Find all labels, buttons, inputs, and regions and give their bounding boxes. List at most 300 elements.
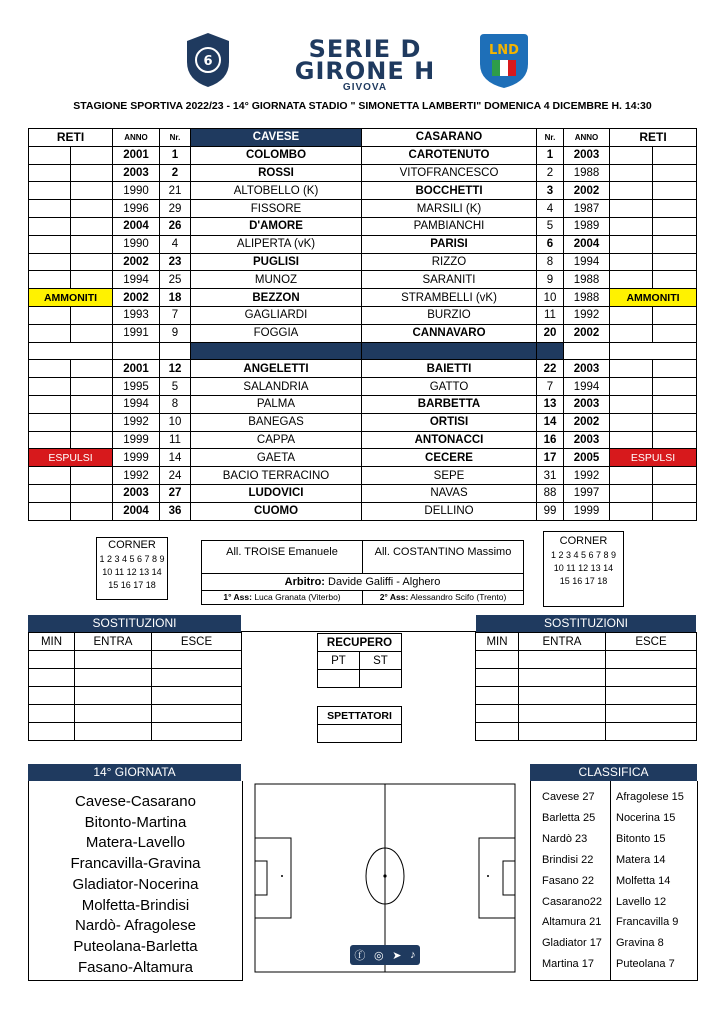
home-player-year: 1996: [113, 200, 160, 218]
home-player-number: 23: [160, 253, 191, 271]
corner-numbers-1: 1 2 3 4 5 6 7 8 9: [550, 550, 617, 560]
reti-cell: [610, 378, 653, 396]
reti-cell: [610, 431, 653, 449]
facebook-icon[interactable]: ⓕ: [354, 950, 366, 962]
corner-numbers-2: 10 11 12 13 14: [553, 563, 614, 573]
home-player-year: 2004: [113, 217, 160, 235]
sub-cell: [29, 687, 75, 705]
assistant-2-name: Alessandro Scifo (Trento): [410, 592, 507, 602]
away-player-year: 1987: [564, 200, 610, 218]
away-player-number: 14: [537, 413, 564, 431]
entra-header: ENTRA: [519, 633, 606, 651]
away-player-number: 5: [537, 217, 564, 235]
reti-cell: [29, 235, 71, 253]
home-player-name: BACIO TERRACINO: [191, 467, 362, 485]
player-row: [29, 271, 697, 289]
reti-cell: [610, 413, 653, 431]
home-player-name: CUOMO: [191, 502, 362, 520]
player-row: [29, 217, 697, 235]
officials-box: [201, 540, 524, 605]
home-player-year: 1994: [113, 395, 160, 413]
reti-cell: [653, 217, 697, 235]
home-team-name: CAVESE: [191, 129, 362, 147]
lineup-header-row: [29, 129, 697, 147]
reti-cell: [653, 164, 697, 182]
standing-item: Fasano 22: [542, 874, 594, 887]
standing-item: Casarano22: [542, 895, 602, 908]
title-line-2: GIRONE H: [294, 57, 436, 85]
tiktok-icon[interactable]: ♪: [410, 949, 416, 961]
away-corner-box: [543, 531, 624, 607]
away-player-year: 2002: [564, 324, 610, 342]
instagram-icon[interactable]: ◎: [373, 949, 384, 962]
match-item: Fasano-Altamura: [77, 958, 194, 976]
home-player-number: 4: [160, 235, 191, 253]
classifica-divider: [610, 781, 611, 980]
ammoniti-label: AMMONITI: [29, 289, 113, 307]
reti-cell: [610, 467, 653, 485]
away-player-year: 2003: [564, 360, 610, 378]
home-player-number: 21: [160, 182, 191, 200]
reti-cell: [610, 200, 653, 218]
home-player-year: 1992: [113, 467, 160, 485]
referee-label: Arbitro:: [284, 576, 325, 588]
sub-cell: [519, 705, 606, 723]
standing-item: Altamura 21: [542, 916, 602, 929]
reti-cell: [71, 164, 113, 182]
away-player-name: PARISI: [362, 235, 537, 253]
away-player-number: 17: [537, 449, 564, 467]
corner-label: CORNER: [559, 535, 608, 547]
sub-cell: [75, 687, 152, 705]
reti-cell: [29, 306, 71, 324]
match-item: Francavilla-Gravina: [70, 855, 201, 873]
away-coach: All. COSTANTINO Massimo: [363, 541, 523, 574]
away-player-number: 8: [537, 253, 564, 271]
esce-header: ESCE: [606, 633, 697, 651]
player-row: [29, 395, 697, 413]
standing-item: Cavese 27: [542, 791, 595, 803]
sep-cell: [29, 342, 113, 360]
home-player-name: GAGLIARDI: [191, 306, 362, 324]
home-player-name: CAPPA: [191, 431, 362, 449]
corner-numbers-3: 15 16 17 18: [559, 576, 608, 586]
standing-item: Lavello 12: [616, 895, 667, 908]
home-player-number: 36: [160, 502, 191, 520]
reti-cell: [29, 502, 71, 520]
home-player-name: GAETA: [191, 449, 362, 467]
reti-cell: [29, 395, 71, 413]
home-player-number: 18: [160, 289, 191, 307]
social-icons: [350, 945, 420, 965]
reti-cell: [71, 235, 113, 253]
player-row: [29, 467, 697, 485]
away-player-number: 2: [537, 164, 564, 182]
match-item: Nardò- Afragolese: [75, 917, 196, 935]
home-player-name: BEZZON: [191, 289, 362, 307]
giornata-list: [28, 781, 243, 981]
home-player-year: 1994: [113, 271, 160, 289]
player-row: [29, 431, 697, 449]
min-header: MIN: [476, 633, 519, 651]
reti-cell: [29, 182, 71, 200]
player-row: [29, 378, 697, 396]
reti-cell: [610, 182, 653, 200]
reti-cell: [29, 217, 71, 235]
corner-label: CORNER: [108, 539, 156, 551]
telegram-icon[interactable]: ➤: [392, 949, 402, 962]
home-player-year: 2003: [113, 484, 160, 502]
home-player-name: PUGLISI: [191, 253, 362, 271]
lnd-logo-text: LND: [489, 43, 519, 58]
page-title: [270, 35, 460, 85]
sep-cell: [113, 342, 160, 360]
assistant-1-label: 1° Ass:: [223, 592, 252, 602]
standing-item: Matera 14: [616, 853, 666, 866]
sub-cell: [29, 723, 75, 741]
standing-item: Gladiator 17: [542, 937, 602, 950]
away-player-name: BAIETTI: [362, 360, 537, 378]
away-player-number: 31: [537, 467, 564, 485]
sep-cell: [160, 342, 191, 360]
away-player-number: 1: [537, 146, 564, 164]
sub-cell: [152, 651, 242, 669]
reti-cell: [29, 413, 71, 431]
home-player-year: 1995: [113, 378, 160, 396]
assistant-1-name: Luca Granata (Viterbo): [254, 592, 341, 602]
sub-cell: [152, 723, 242, 741]
reti-cell: [653, 235, 697, 253]
home-player-number: 12: [160, 360, 191, 378]
home-player-year: 1992: [113, 413, 160, 431]
player-row: [29, 164, 697, 182]
player-row: [29, 235, 697, 253]
home-reti-header: RETI: [29, 129, 113, 147]
player-row: [29, 324, 697, 342]
away-player-year: 1992: [564, 467, 610, 485]
away-player-year: 1988: [564, 164, 610, 182]
reti-cell: [71, 395, 113, 413]
player-row: [29, 502, 697, 520]
standing-item: Francavilla 9: [616, 916, 679, 929]
espulsi-label: ESPULSI: [610, 449, 697, 467]
match-item: Gladiator-Nocerina: [72, 875, 199, 893]
sub-cell: [606, 669, 697, 687]
esce-header: ESCE: [152, 633, 242, 651]
lineup-table: [28, 128, 697, 521]
home-coach: All. TROISE Emanuele: [202, 541, 363, 574]
player-row: [29, 200, 697, 218]
reti-cell: [71, 467, 113, 485]
sub-cell: [476, 723, 519, 741]
away-player-name: NAVAS: [362, 484, 537, 502]
reti-cell: [653, 146, 697, 164]
away-player-year: 1994: [564, 253, 610, 271]
corner-numbers-3: 15 16 17 18: [108, 580, 156, 590]
reti-cell: [653, 271, 697, 289]
away-player-name: STRAMBELLI (vK): [362, 289, 537, 307]
away-player-number: 6: [537, 235, 564, 253]
away-player-name: ANTONACCI: [362, 431, 537, 449]
home-player-number: 7: [160, 306, 191, 324]
home-anno-header: ANNO: [113, 129, 160, 147]
sponsor-label: GIVOVA: [342, 82, 388, 93]
home-player-year: 1991: [113, 324, 160, 342]
min-header: MIN: [29, 633, 75, 651]
away-subs-table: [475, 632, 697, 741]
away-player-year: 1999: [564, 502, 610, 520]
reti-cell: [653, 324, 697, 342]
reti-cell: [29, 146, 71, 164]
assistant-2-label: 2° Ass:: [379, 592, 409, 602]
home-player-year: 1999: [113, 431, 160, 449]
sub-cell: [152, 669, 242, 687]
away-player-year: 1992: [564, 306, 610, 324]
standing-item: Brindisi 22: [542, 853, 594, 866]
reti-cell: [71, 502, 113, 520]
reti-cell: [610, 235, 653, 253]
standing-item: Molfetta 14: [616, 874, 671, 887]
home-player-name: ANGELETTI: [191, 360, 362, 378]
standing-item: Nocerina 15: [616, 811, 676, 824]
home-player-number: 1: [160, 146, 191, 164]
home-player-number: 14: [160, 449, 191, 467]
home-player-year: 1990: [113, 235, 160, 253]
home-player-name: BANEGAS: [191, 413, 362, 431]
home-player-year: 2002: [113, 253, 160, 271]
away-team-name: CASARANO: [362, 129, 537, 147]
player-row: [29, 449, 697, 467]
sub-cell: [606, 687, 697, 705]
reti-cell: [653, 306, 697, 324]
away-player-year: 1988: [564, 289, 610, 307]
home-player-number: 29: [160, 200, 191, 218]
reti-cell: [71, 146, 113, 164]
away-nr-header: Nr.: [537, 129, 564, 147]
home-player-number: 9: [160, 324, 191, 342]
home-player-year: 1990: [113, 182, 160, 200]
cavese-logo: [185, 32, 231, 88]
away-player-year: 2002: [564, 413, 610, 431]
home-player-number: 11: [160, 431, 191, 449]
espulsi-label: ESPULSI: [29, 449, 113, 467]
sub-cell: [75, 669, 152, 687]
sub-cell: [476, 687, 519, 705]
away-player-number: 10: [537, 289, 564, 307]
player-row: [29, 146, 697, 164]
away-player-number: 7: [537, 378, 564, 396]
reti-cell: [71, 360, 113, 378]
giornata-title: 14° GIORNATA: [28, 764, 241, 781]
home-player-year: 1999: [113, 449, 160, 467]
player-row: [29, 182, 697, 200]
away-anno-header: ANNO: [564, 129, 610, 147]
sub-cell: [29, 705, 75, 723]
standing-item: Gravina 8: [616, 937, 664, 950]
home-player-name: ALTOBELLO (K): [191, 182, 362, 200]
home-player-name: FISSORE: [191, 200, 362, 218]
reti-cell: [71, 484, 113, 502]
assistant-1: [202, 591, 363, 604]
home-player-year: 2001: [113, 360, 160, 378]
away-player-name: SEPE: [362, 467, 537, 485]
away-player-year: 2003: [564, 431, 610, 449]
player-row: [29, 306, 697, 324]
spettatori-value: [318, 725, 402, 743]
home-player-number: 26: [160, 217, 191, 235]
home-player-name: ALIPERTA (vK): [191, 235, 362, 253]
reti-cell: [29, 431, 71, 449]
sep-cell: [564, 342, 610, 360]
home-player-name: MUNOZ: [191, 271, 362, 289]
home-player-name: LUDOVICI: [191, 484, 362, 502]
away-player-name: RIZZO: [362, 253, 537, 271]
match-item: Cavese-Casarano: [75, 793, 196, 810]
away-player-number: 3: [537, 182, 564, 200]
reti-cell: [71, 271, 113, 289]
away-player-year: 2003: [564, 146, 610, 164]
reti-cell: [71, 431, 113, 449]
away-player-name: BOCCHETTI: [362, 182, 537, 200]
classifica-table: [530, 781, 698, 981]
recupero-pt: PT: [318, 652, 360, 670]
player-row: [29, 253, 697, 271]
reti-cell: [71, 413, 113, 431]
sep-cell: [191, 342, 362, 360]
reti-cell: [29, 378, 71, 396]
divider-line: [241, 631, 476, 632]
recupero-title: RECUPERO: [318, 634, 402, 652]
away-player-number: 11: [537, 306, 564, 324]
ammoniti-label: AMMONITI: [610, 289, 697, 307]
sub-cell: [519, 687, 606, 705]
reti-cell: [29, 467, 71, 485]
home-subs-title: SOSTITUZIONI: [28, 615, 241, 632]
sub-cell: [476, 669, 519, 687]
sub-cell: [606, 705, 697, 723]
classifica-title: CLASSIFICA: [530, 764, 697, 781]
entra-header: ENTRA: [75, 633, 152, 651]
reti-cell: [653, 253, 697, 271]
away-player-name: ORTISI: [362, 413, 537, 431]
away-player-name: GATTO: [362, 378, 537, 396]
reti-cell: [653, 467, 697, 485]
home-player-name: FOGGIA: [191, 324, 362, 342]
away-player-number: 13: [537, 395, 564, 413]
away-player-name: DELLINO: [362, 502, 537, 520]
reti-cell: [71, 324, 113, 342]
reti-cell: [653, 378, 697, 396]
home-player-number: 8: [160, 395, 191, 413]
away-player-number: 88: [537, 484, 564, 502]
reti-cell: [653, 395, 697, 413]
player-row: [29, 413, 697, 431]
home-player-year: 2001: [113, 146, 160, 164]
away-player-name: BURZIO: [362, 306, 537, 324]
away-player-name: CECERE: [362, 449, 537, 467]
classifica-left: [542, 787, 602, 975]
sep-cell: [610, 342, 697, 360]
reti-cell: [610, 164, 653, 182]
home-player-number: 25: [160, 271, 191, 289]
home-player-year: 2004: [113, 502, 160, 520]
sub-cell: [29, 651, 75, 669]
home-player-name: COLOMBO: [191, 146, 362, 164]
away-player-name: MARSILI (K): [362, 200, 537, 218]
sub-cell: [606, 723, 697, 741]
away-player-name: VITOFRANCESCO: [362, 164, 537, 182]
reti-cell: [653, 360, 697, 378]
away-player-number: 9: [537, 271, 564, 289]
reti-cell: [610, 502, 653, 520]
home-player-number: 24: [160, 467, 191, 485]
away-reti-header: RETI: [610, 129, 697, 147]
reti-cell: [29, 200, 71, 218]
classifica-right: [616, 787, 684, 975]
home-player-number: 5: [160, 378, 191, 396]
away-player-name: SARANITI: [362, 271, 537, 289]
reti-cell: [610, 395, 653, 413]
away-player-year: 1988: [564, 271, 610, 289]
recupero-st-value: [360, 670, 402, 688]
reti-cell: [29, 164, 71, 182]
home-corner-box: [96, 537, 168, 600]
reti-cell: [71, 217, 113, 235]
reti-cell: [29, 253, 71, 271]
sub-cell: [519, 723, 606, 741]
reti-cell: [71, 253, 113, 271]
title-line-1: SERIE D: [308, 35, 422, 63]
reti-cell: [653, 431, 697, 449]
home-player-name: SALANDRIA: [191, 378, 362, 396]
reti-cell: [653, 502, 697, 520]
away-player-number: 22: [537, 360, 564, 378]
reti-cell: [71, 378, 113, 396]
sep-cell: [362, 342, 537, 360]
sub-cell: [606, 651, 697, 669]
away-player-year: 2004: [564, 235, 610, 253]
match-info: STAGIONE SPORTIVA 2022/23 - 14° GIORNATA STADIO " SIMONETTA LAMBERTI" DOMENICA 4 DICEMBRE H. 14:30: [73, 100, 652, 112]
spettatori-title: SPETTATORI: [318, 707, 402, 725]
sub-cell: [29, 669, 75, 687]
reti-cell: [29, 271, 71, 289]
recupero-table: [317, 633, 402, 688]
svg-text:6: 6: [203, 54, 213, 69]
standing-item: Afragolese 15: [616, 791, 684, 803]
home-player-name: PALMA: [191, 395, 362, 413]
standing-item: Nardò 23: [542, 832, 588, 845]
match-item: Bitonto-Martina: [84, 813, 187, 831]
corner-numbers-1: 1 2 3 4 5 6 7 8 9: [99, 554, 165, 564]
away-subs-title: SOSTITUZIONI: [476, 615, 696, 632]
sub-cell: [75, 705, 152, 723]
sub-cell: [476, 651, 519, 669]
reti-cell: [610, 306, 653, 324]
home-subs-table: [28, 632, 242, 741]
player-row: [29, 360, 697, 378]
corner-numbers-2: 10 11 12 13 14: [102, 567, 162, 577]
sub-cell: [75, 651, 152, 669]
sub-cell: [75, 723, 152, 741]
away-player-year: 1994: [564, 378, 610, 396]
away-player-year: 1989: [564, 217, 610, 235]
match-item: Puteolana-Barletta: [73, 937, 198, 955]
away-player-number: 4: [537, 200, 564, 218]
reti-cell: [610, 146, 653, 164]
reti-cell: [29, 484, 71, 502]
away-player-number: 99: [537, 502, 564, 520]
home-player-number: 27: [160, 484, 191, 502]
